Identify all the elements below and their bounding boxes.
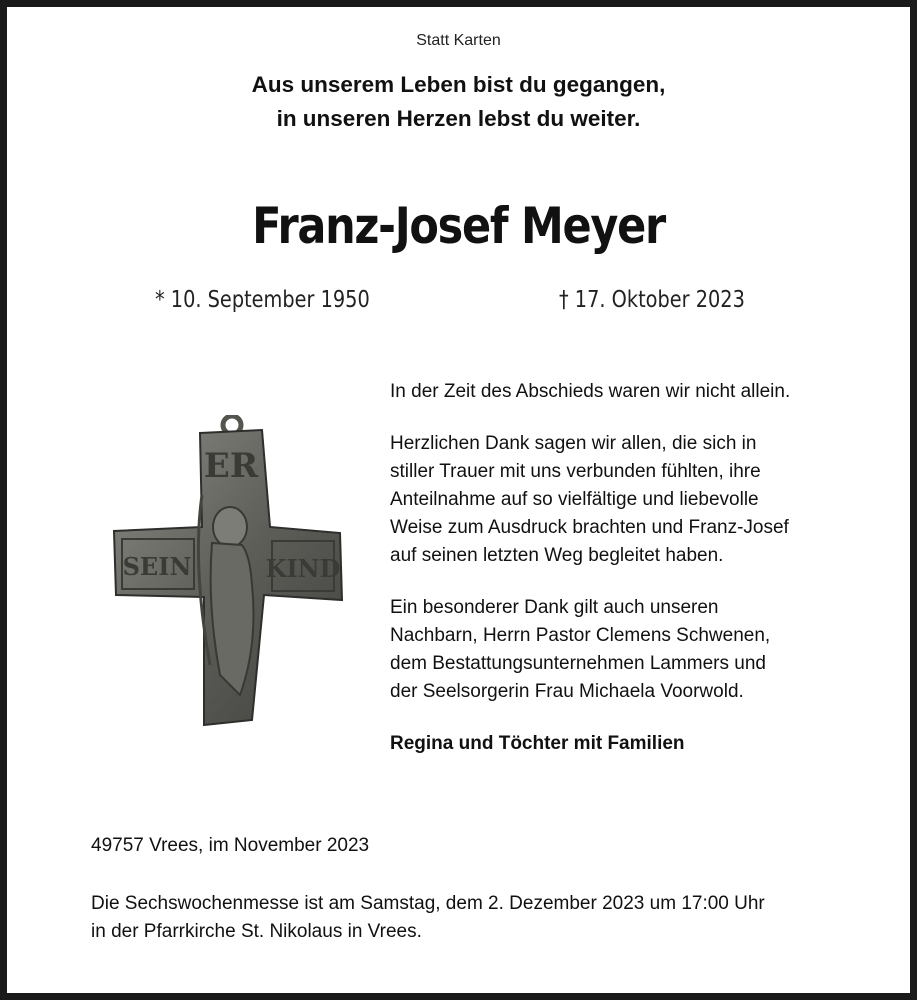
death-date: † 17. Oktober 2023 <box>559 287 745 313</box>
paragraph-intro: In der Zeit des Abschieds waren wir nicht allein. <box>390 381 791 402</box>
paragraph-special-thanks: Ein besonderer Dank gilt auch unseren Nachbarn, Herrn Pastor Clemens Schwenen, dem Bestattungsunternehmen Lammers und der Seelsorgerin Frau Michaela Voorwold. <box>390 597 771 702</box>
signature: Regina und Töchter mit Familien <box>390 733 685 754</box>
cross-image <box>112 415 347 730</box>
motto-line: in unseren Herzen lebst du weiter. <box>276 106 641 131</box>
mass-line: Die Sechswochenmesse ist am Samstag, dem 2. Dezember 2023 um 17:00 Uhr <box>91 893 765 914</box>
header-note: Statt Karten <box>416 32 501 49</box>
birth-date: * 10. September 1950 <box>155 287 370 313</box>
thanks-text <box>390 378 870 782</box>
deceased-name: Franz-Josef Meyer <box>252 197 665 255</box>
cross-right-text: KIND <box>265 554 341 583</box>
motto-line: Aus unserem Leben bist du gegangen, <box>251 72 666 97</box>
paragraph-thanks: Herzlichen Dank sagen wir allen, die sich in stiller Trauer mit uns verbunden fühlten, ihre Anteilnahme auf so vielfältige und liebevolle Weise zum Ausdruck brachten und Franz-Josef auf seinen letzten Weg begleitet haben. <box>390 433 789 566</box>
motto <box>7 68 910 136</box>
cross-top-text: ER <box>203 446 259 486</box>
mass-line: in der Pfarrkirche St. Nikolaus in Vrees. <box>91 921 422 942</box>
figure-head <box>213 507 247 547</box>
place-date: 49757 Vrees, im November 2023 <box>91 835 370 856</box>
mass-announcement <box>91 890 881 946</box>
cross-left-text: SEIN <box>122 552 192 581</box>
